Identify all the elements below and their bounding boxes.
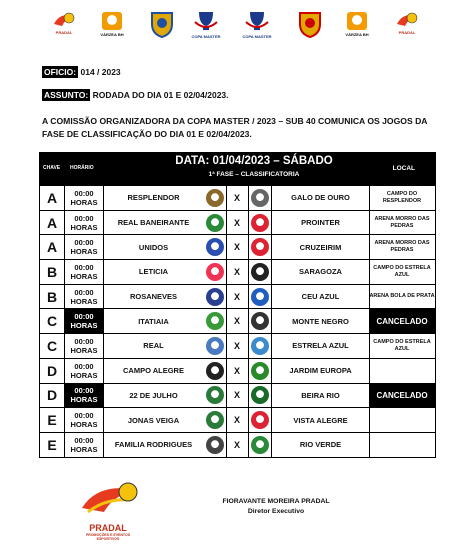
assunto-line [42, 90, 229, 100]
table-body [40, 185, 435, 457]
home-team-badge [204, 285, 227, 309]
time-cell: 00:00 HORAS [65, 309, 104, 333]
assunto-label: ASSUNTO: [44, 90, 89, 100]
col-chave: CHAVE [43, 165, 61, 171]
home-badge-icon [206, 362, 224, 380]
home-team-badge [204, 309, 227, 333]
home-badge-icon [206, 337, 224, 355]
pradal-logo: PRADAL [50, 10, 78, 44]
home-team: CAMPO ALEGRE [123, 366, 184, 376]
time-cell: 00:00 HORAS [65, 433, 104, 457]
col-horario: HORÁRIO [70, 165, 94, 171]
away-team: PROINTER [271, 211, 370, 235]
location-cell: CAMPO DO ESTRELA AZUL [373, 338, 431, 352]
home-badge-icon [206, 189, 224, 207]
table-row [40, 407, 435, 432]
table-row [40, 185, 435, 210]
col-local: LOCAL [392, 165, 415, 172]
location-cell [369, 433, 435, 457]
group-cell: A [40, 235, 65, 259]
location-cell [369, 359, 435, 383]
versus-mark: X [233, 415, 240, 426]
time-cell: 00:00 HORAS [65, 334, 104, 358]
signature [196, 497, 356, 517]
home-team-badge [204, 186, 227, 210]
away-badge-icon [251, 263, 269, 281]
group-cell: E [40, 433, 65, 457]
versus-mark: X [233, 390, 240, 401]
away-team: JARDIM EUROPA [271, 359, 370, 383]
home-team: 22 DE JULHO [129, 390, 178, 400]
away-team: RIO VERDE [271, 433, 370, 457]
location-cell: ARENA BOLA DE PRATA [369, 293, 435, 300]
time-cell: 00:00 HORAS [65, 285, 104, 309]
home-team: REAL BANEIRANTE [117, 218, 190, 228]
signature-role: Diretor Executivo [247, 508, 305, 515]
group-cell: C [40, 309, 65, 333]
away-badge-icon [251, 238, 269, 256]
away-badge-icon [251, 337, 269, 355]
away-team: BEIRA RIO [271, 384, 370, 408]
footer-logo-subtext: PROMOÇÕES E EVENTOS ESPORTIVOS [85, 533, 131, 541]
varzea-logo: VÁRZEA BH [98, 10, 126, 44]
away-badge-icon [251, 214, 269, 232]
home-badge-icon [206, 263, 224, 281]
intro-paragraph: A COMISSÃO ORGANIZADORA DA COPA MASTER / 2023 – SUB 40 COMUNICA OS JOGOS DA FASE DE CLASSIFICAÇÃO DO DIA 01 E 02/04/2023. [42, 116, 428, 139]
away-team: ESTRELA AZUL [271, 334, 370, 358]
away-badge-icon [251, 189, 269, 207]
home-team: REAL [143, 341, 164, 351]
home-team-badge [204, 211, 227, 235]
away-team-badge [248, 235, 271, 259]
home-team-badge [204, 384, 227, 408]
away-team-badge [248, 408, 271, 432]
away-team-badge [248, 433, 271, 457]
home-badge-icon [206, 386, 224, 404]
away-team-badge [248, 334, 271, 358]
table-phase: 1ª FASE – CLASSIFICATORIA [208, 171, 300, 178]
home-team: JONAS VEIGA [127, 415, 180, 425]
home-team-badge [204, 433, 227, 457]
group-cell: A [40, 186, 65, 210]
footer-pradal-logo [78, 478, 148, 541]
away-badge-icon [251, 386, 269, 404]
location-cell: CAMPO DO RESPLENDOR [382, 190, 422, 204]
home-badge-icon [206, 411, 224, 429]
away-team-badge [248, 359, 271, 383]
pradal-logo-2: PRADAL [393, 10, 421, 44]
home-team: FAMILIA RODRIGUES [114, 440, 193, 450]
home-team: ITATIAIA [138, 316, 169, 326]
location-cell: ARENA MORRO DAS PEDRAS [374, 215, 430, 229]
group-cell: E [40, 408, 65, 432]
table-date-title: DATA: 01/04/2023 – SÁBADO [175, 155, 333, 167]
signature-name: FIORAVANTE MOREIRA PRADAL [222, 498, 330, 505]
table-row [40, 432, 435, 457]
time-cell: 00:00 HORAS [65, 260, 104, 284]
location-cell: CANCELADO [369, 309, 435, 333]
group-cell: D [40, 384, 65, 408]
away-badge-icon [251, 288, 269, 306]
table-row [40, 333, 435, 358]
home-team: RESPLENDOR [127, 193, 180, 203]
away-badge-icon [251, 436, 269, 454]
versus-mark: X [233, 192, 240, 203]
table-row [40, 284, 435, 309]
time-cell: 00:00 HORAS [65, 384, 104, 408]
versus-mark: X [233, 217, 240, 228]
away-team: MONTE NEGRO [271, 309, 370, 333]
away-team-badge [248, 384, 271, 408]
varzea-logo-2: VÁRZEA BH [343, 10, 371, 44]
games-table [39, 152, 436, 458]
location-cell [369, 408, 435, 432]
home-badge-icon [206, 288, 224, 306]
oficio-line [42, 67, 121, 77]
home-team-badge [204, 334, 227, 358]
away-team: VISTA ALEGRE [271, 408, 370, 432]
home-team: ROSANEVES [129, 292, 178, 302]
home-team-badge [204, 260, 227, 284]
table-row [40, 383, 435, 408]
group-cell: A [40, 211, 65, 235]
club-shield-1 [148, 10, 176, 44]
oficio-value: 014 / 2023 [80, 67, 121, 77]
away-team: CEU AZUL [271, 285, 370, 309]
away-badge-icon [251, 362, 269, 380]
group-cell: B [40, 260, 65, 284]
home-badge-icon [206, 238, 224, 256]
home-team: UNIDOS [138, 242, 169, 252]
versus-mark: X [233, 291, 240, 302]
time-cell: 00:00 HORAS [65, 211, 104, 235]
time-cell: 00:00 HORAS [65, 235, 104, 259]
away-team-badge [248, 211, 271, 235]
home-badge-icon [206, 214, 224, 232]
table-row [40, 210, 435, 235]
group-cell: D [40, 359, 65, 383]
time-cell: 00:00 HORAS [65, 186, 104, 210]
footer-logo-text: PRADAL [89, 523, 127, 533]
oficio-label: OFICIO: [44, 67, 77, 77]
home-badge-icon [206, 436, 224, 454]
table-row [40, 358, 435, 383]
table-row [40, 308, 435, 333]
home-team-badge [204, 359, 227, 383]
away-team-badge [248, 285, 271, 309]
home-team-badge [204, 408, 227, 432]
location-cell: CANCELADO [369, 384, 435, 408]
time-cell: 00:00 HORAS [65, 408, 104, 432]
versus-mark: X [233, 242, 240, 253]
versus-mark: X [233, 316, 240, 327]
header-logo-strip [0, 10, 472, 52]
versus-mark: X [233, 365, 240, 376]
away-team: GALO DE OURO [271, 186, 370, 210]
time-cell: 00:00 HORAS [65, 359, 104, 383]
away-team-badge [248, 186, 271, 210]
away-team-badge [248, 309, 271, 333]
copa-master-logo-2: COPA MASTER [243, 10, 271, 44]
location-cell: ARENA MORRO DAS PEDRAS [374, 240, 430, 254]
table-header [40, 153, 435, 185]
away-team-badge [248, 260, 271, 284]
away-badge-icon [251, 312, 269, 330]
home-team: LETICIA [138, 267, 169, 277]
group-cell: B [40, 285, 65, 309]
versus-mark: X [233, 340, 240, 351]
away-badge-icon [251, 411, 269, 429]
versus-mark: X [233, 439, 240, 450]
club-shield-2 [296, 10, 324, 44]
table-row [40, 234, 435, 259]
away-team: SARAGOZA [271, 260, 370, 284]
assunto-value: RODADA DO DIA 01 E 02/04/2023. [92, 90, 229, 100]
group-cell: C [40, 334, 65, 358]
copa-master-logo: COPA MASTER [192, 10, 220, 44]
table-row [40, 259, 435, 284]
away-team: CRUZEIRIM [271, 235, 370, 259]
versus-mark: X [233, 266, 240, 277]
home-team-badge [204, 235, 227, 259]
location-cell: CAMPO DO ESTRELA AZUL [373, 264, 431, 278]
home-badge-icon [206, 312, 224, 330]
